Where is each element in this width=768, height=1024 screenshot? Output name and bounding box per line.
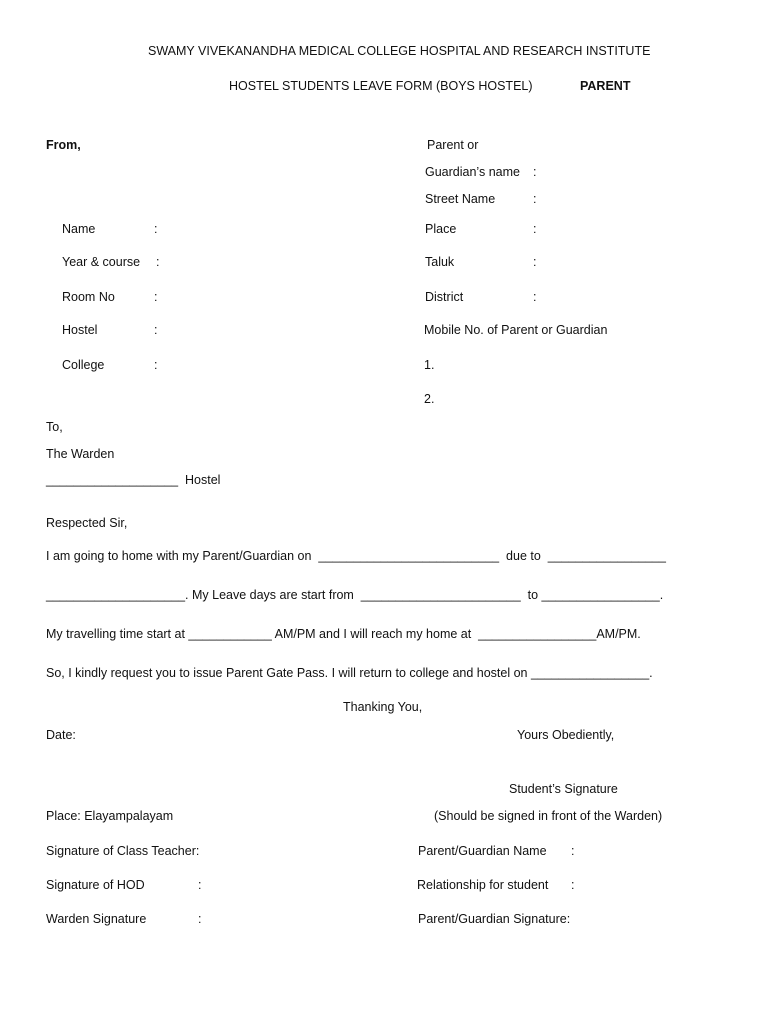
warden-signature-colon: :: [198, 912, 202, 926]
place-colon: :: [533, 222, 537, 236]
room-no-colon: :: [154, 290, 158, 304]
year-course-colon: :: [156, 255, 160, 269]
guardian-name-colon: :: [533, 165, 537, 179]
yours-obediently: Yours Obediently,: [517, 728, 615, 742]
district-colon: :: [533, 290, 537, 304]
from-heading: From,: [46, 138, 81, 152]
date-label: Date:: [46, 728, 76, 742]
college-label: College: [62, 358, 105, 372]
letter-line-3: My travelling time start at ____________ AM/PM and I will reach my home at _________________AM/PM.: [46, 627, 641, 641]
letter-line-2: ____________________. My Leave days are start from _______________________ to _________________.: [46, 588, 664, 602]
warden-signature-label: Warden Signature: [46, 912, 147, 926]
college-colon: :: [154, 358, 158, 372]
to-label: To,: [46, 420, 63, 434]
student-signature-label: Student’s Signature: [509, 782, 618, 796]
parent-guardian-name-colon: :: [571, 844, 575, 858]
place-label: Place: [425, 222, 457, 236]
mobile-label: Mobile No. of Parent or Guardian: [424, 323, 608, 337]
hod-signature-colon: :: [198, 878, 202, 892]
letter-line-1: I am going to home with my Parent/Guardian on __________________________ due to _________________: [46, 549, 666, 563]
salutation: Respected Sir,: [46, 516, 128, 530]
place-elayampalayam: Place: Elayampalayam: [46, 809, 174, 823]
letter-line-4: So, I kindly request you to issue Parent Gate Pass. I will return to college and hostel on _________________.: [46, 666, 653, 680]
name-colon: :: [154, 222, 158, 236]
form-type-badge: PARENT: [580, 79, 631, 93]
guardian-name-label: Guardian’s name: [425, 165, 520, 179]
street-name-colon: :: [533, 192, 537, 206]
form-title: HOSTEL STUDENTS LEAVE FORM (BOYS HOSTEL): [229, 79, 533, 93]
relationship-colon: :: [571, 878, 575, 892]
year-course-label: Year & course: [62, 255, 141, 269]
warden-label: The Warden: [46, 447, 115, 461]
hostel-label: Hostel: [62, 323, 98, 337]
parent-or-label: Parent or: [427, 138, 479, 152]
institution-title: SWAMY VIVEKANANDHA MEDICAL COLLEGE HOSPITAL AND RESEARCH INSTITUTE: [148, 44, 651, 58]
class-teacher-signature-label: Signature of Class Teacher:: [46, 844, 200, 858]
relationship-label: Relationship for student: [417, 878, 549, 892]
sign-note: (Should be signed in front of the Warden): [434, 809, 663, 823]
mobile-2-label: 2.: [424, 392, 435, 406]
parent-guardian-name-label: Parent/Guardian Name: [418, 844, 547, 858]
street-name-label: Street Name: [425, 192, 496, 206]
room-no-label: Room No: [62, 290, 115, 304]
parent-guardian-signature-label: Parent/Guardian Signature:: [418, 912, 571, 926]
thanking-you: Thanking You,: [343, 700, 423, 714]
taluk-colon: :: [533, 255, 537, 269]
hostel-colon: :: [154, 323, 158, 337]
district-label: District: [425, 290, 464, 304]
taluk-label: Taluk: [425, 255, 455, 269]
hod-signature-label: Signature of HOD: [46, 878, 145, 892]
name-label: Name: [62, 222, 96, 236]
mobile-1-label: 1.: [424, 358, 435, 372]
hostel-line: ___________________ Hostel: [46, 473, 221, 487]
